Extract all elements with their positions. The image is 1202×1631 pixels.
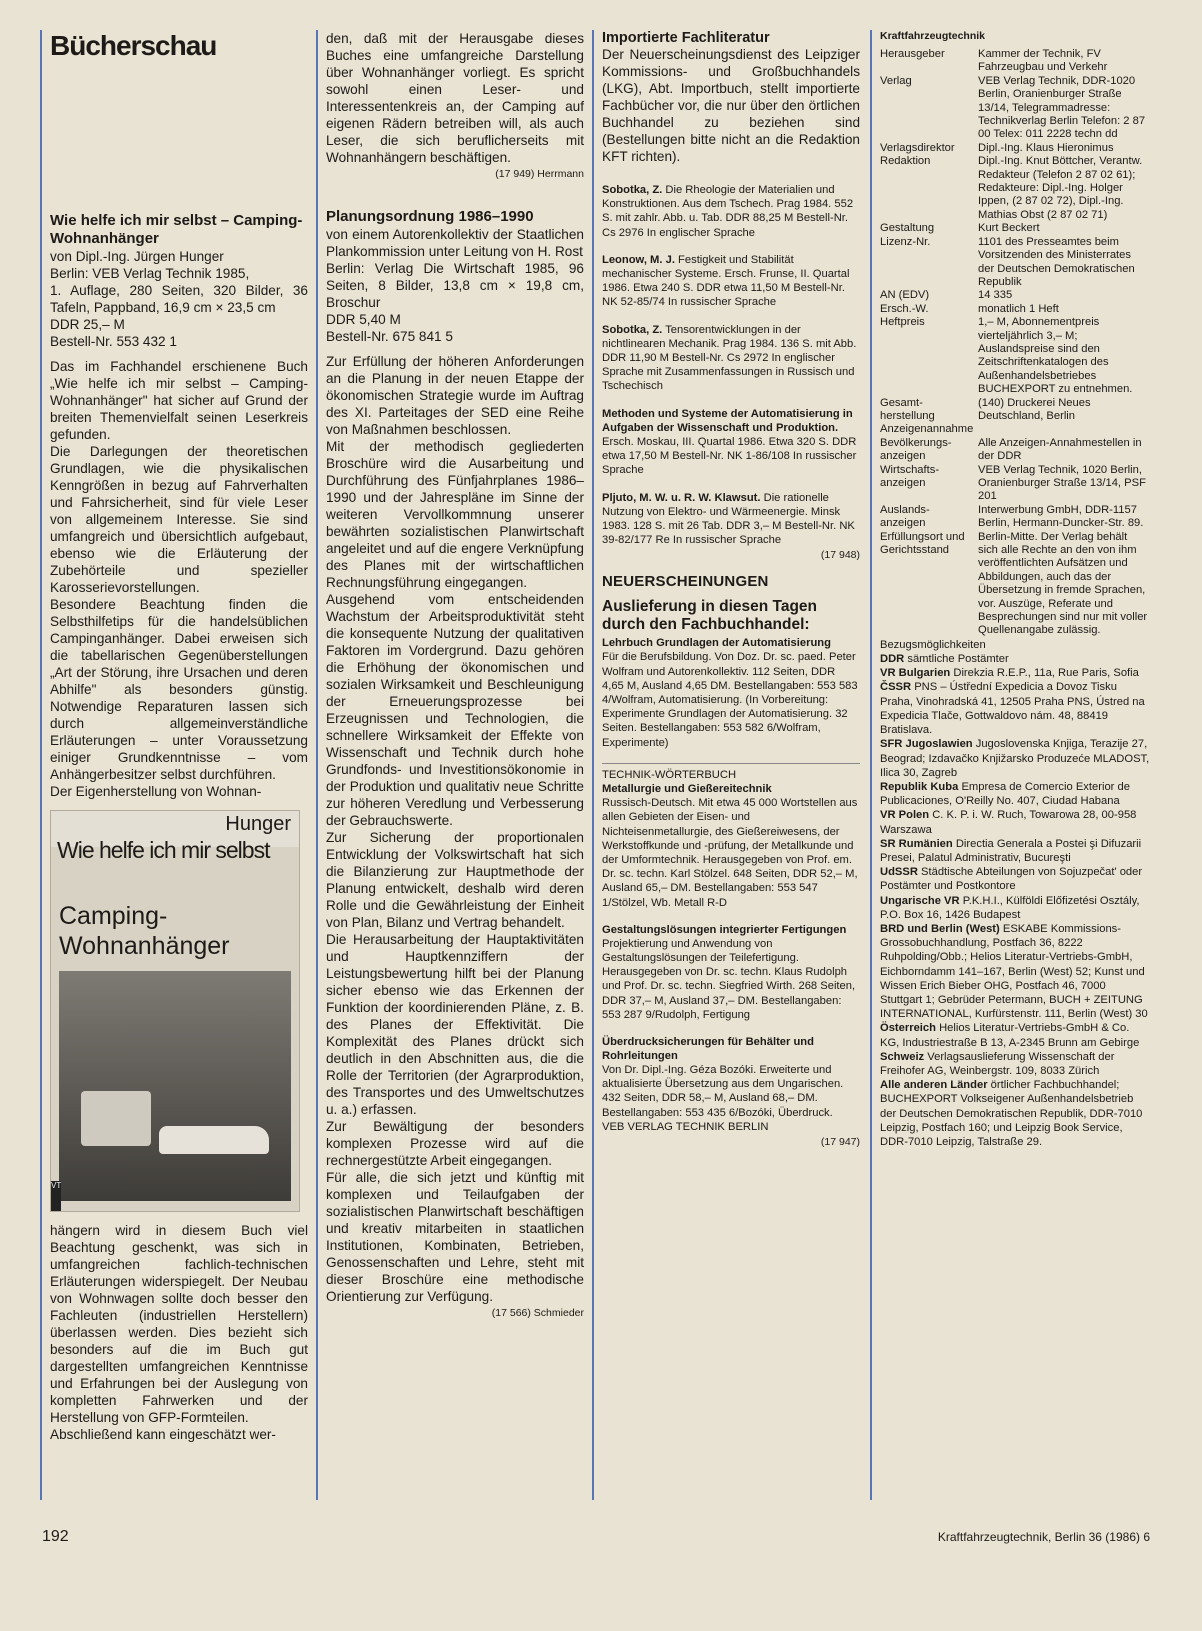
signature: (17 948) <box>820 549 860 562</box>
cover-subtitle <box>59 901 230 961</box>
imprint-key: Lizenz-Nr. <box>880 235 931 248</box>
caravan-shape <box>81 1091 151 1146</box>
book-cover-image <box>50 810 300 1212</box>
distributor: Jugoslovenska Knjiga, Terazije 27, Beograd; Izdavačko Knjižarsko Produzeće MLADOST, Ilica 30, Zagreb <box>880 738 1150 779</box>
paragraph: Das im Fachhandel erschienene Buch „Wie helfe ich mir selbst – Camping-Wohnanhänger" hat sicher auf Grund der breiten Themenvielfalt seinen Leserkreis gefunden. <box>50 359 308 442</box>
table-row <box>880 316 1150 396</box>
column-rule <box>316 30 318 1500</box>
entry-text: Für die Berufsbildung. Von Doz. Dr. sc. paed. Peter Wolfram und Autorenkollektiv. 112 Seiten, DDR 4,65 M, Ausland 4,65 DM. Bestellangaben: 553 583 4/Wolfram, Automatisierung. (In Vorbereitung: Experimente Grundlagen der Automatisierung. 32 Seiten. Bestellangaben: 553 582 6/Wolfram, Experimente) <box>602 651 858 749</box>
country: VR Bulgarien <box>880 667 951 680</box>
cover-subtitle-line: Wohnanhänger <box>59 932 230 960</box>
imprint-key: Erfüllungsort und Gerichtsstand <box>880 530 965 557</box>
subsection-heading: Auslieferung in diesen Tagen durch den Fachbuchhandel: <box>602 598 818 634</box>
list-item <box>880 922 1150 1021</box>
country: VR Polen <box>880 809 930 822</box>
list-item <box>880 865 1150 893</box>
list-item <box>602 1035 860 1120</box>
table-row <box>880 303 1150 316</box>
paragraph: Die Herausarbeitung der Hauptaktivitäten und Hauptkennziffern der Leistungsbewertung hilft bei der Planung sicher ebenso wie das Erkennen der Funktion der koordinierenden Pläne, z. B. des Planes der Effektivität. Die Komplexität des Planes drückt sich deutlich in den Abschnitten aus, die die Rolle der Territorien (der Agrarproduktion, des Transportes und des Umweltschutzes u. a.) erfassen. <box>326 932 584 1117</box>
entry-title: Gestaltungslösungen integrierter Fertigungen <box>602 923 847 936</box>
country: SR Rumänien <box>880 837 953 850</box>
list-item <box>880 780 1150 808</box>
distributor: örtlicher Fachbuchhandel; BUCHEXPORT Volkseigener Außenhandelsbetrieb der Deutschen Demokratischen Republik, DDR-7010 Leipzig, Postfach 160; und Leipzig Book Service, DDR-7010 Leipzig, Talstraße 29. <box>880 1079 1143 1148</box>
book-meta: Berlin: VEB Verlag Technik 1985, <box>50 266 250 281</box>
entry-text: Ersch. Moskau, III. Quartal 1986. Etwa 320 S. DDR etwa 17,50 M Bestell-Nr. NK 1-86/108 In russischer Sprache <box>602 436 857 477</box>
book-title: Wie helfe ich mir selbst – Camping-Wohnanhänger <box>50 212 303 247</box>
list-item <box>880 652 1150 666</box>
signature: (17 566) Schmieder <box>491 1307 584 1319</box>
imprint-key: Wirtschafts-anzeigen <box>880 463 940 489</box>
book-meta: 1. Auflage, 280 Seiten, 320 Bilder, 36 Tafeln, Pappband, 16,9 cm × 23,5 cm <box>50 283 308 315</box>
car-shape <box>159 1126 269 1154</box>
paragraph: den, daß mit der Herausgabe dieses Buches eine umfangreiche Darstellung über Wohnanhänger vorliegt. Es spricht sowohl einen Leser- und Interessentenkreis an, der Camping auf eigenen Rädern betreiben will, als auch Leser, die sich beruflicherseits mit Wohnanhängern beschäftigen. <box>326 31 584 165</box>
paragraph: Ausgehend vom entscheidenden Wachstum der Arbeitsproduktivität steht die konsequente Nutzung der qualitativen Faktoren im Vordergrund. Dazu gehören die Erhöhung der ökonomischen und sozialen Wirksamkeit und Beschleunigung der Erneuerungsprozesse bei Erzeugnissen und Technologien, die schnellere Wirksamkeit der Effekte von Wissenschaft und Technik durch hohe Grundfonds- und Investitionsökonomie in der Produktion und qualitativ neue Schritte zur höheren Veredlung und Verbesserung der Gebrauchswerte. <box>326 592 584 828</box>
column-2 <box>326 30 584 1319</box>
list-item <box>880 1078 1150 1149</box>
list-item <box>880 737 1150 780</box>
entry-label: TECHNIK-WÖRTERBUCH <box>602 768 737 781</box>
entry-author: Sobotka, Z. <box>602 184 663 196</box>
publisher-logo: VT <box>51 1181 61 1211</box>
table-row <box>880 397 1150 424</box>
paragraph: Die Darlegungen der theoretischen Grundlagen, wie die physikalischen Kenngrößen in bezug auf Fahrverhalten und Fahrsicherheit, sind für viele Leser von allgemeinem Interesse. Sie sind umfangreich und übersichtlich aufgebaut, ebenso wie die Erläuterung der Zubehörteile und spezieller Karosserievorstellungen. <box>50 444 308 595</box>
imprint-key: AN (EDV) <box>880 289 930 302</box>
entry-author: Leonow, M. J. <box>602 253 675 266</box>
paragraph: Der Neuerscheinungsdienst des Leipziger Kommissions- und Großbuchhandels (LKG), Abt. Importbuch, stellt importierte Fachbücher vor, die nur über den örtlichen Buchhandel zu beziehen sind (Bestellungen bitte nicht an die Redaktion KFT richten). <box>602 47 860 164</box>
paragraph: hängern wird in diesem Buch viel Beachtung geschenkt, was sich in umfangreichen fachlich-technischen Erläuterungen widerspiegelt. Der Neubau von Wohnwagen sollte doch besser den Fachleuten (industriellen Herstellern) überlassen werden. Dies bezieht sich besonders auf die im Buch gut dargestellten umfangreichen Kenntnisse und Erfahrungen bei der Auslegung von kompletten Fahrwerken und der Herstellung von GFP-Formteilen. <box>50 1223 308 1425</box>
imprint-value: 14 335 <box>978 289 1013 302</box>
imprint-key: Auslands-anzeigen <box>880 503 930 530</box>
distributor: ESKABE Kommissions-Grossobuchhandlung, Postfach 36, 8222 Ruhpolding/Obb.; Helios Literatur-Vertriebs-GmbH, Eichborndamm 141–167, Berlin (West) 52; Kunst und Wissen Erich Bieber OHG, Postfach 46, 7000 Stuttgart 1; Gebrüder Petermann, BUCH + ZEITUNG INTERNATIONAL, Kurfürstenstr. 111, Berlin (West) 30 <box>880 922 1148 1021</box>
imprint-value: (140) Druckerei Neues Deutschland, Berlin <box>978 396 1091 422</box>
distributor: Empresa de Comercio Exterior de Publicaciones, O'Reilly No. 407, Ciudad Habana <box>880 780 1130 808</box>
signature: (17 949) Herrmann <box>495 168 584 180</box>
list-item <box>880 1050 1150 1078</box>
entry-author: Sobotka, Z. <box>602 323 663 336</box>
list-item <box>880 680 1150 737</box>
book-meta: Bestell-Nr. 553 432 1 <box>50 334 177 349</box>
subsection-heading: Bezugsmöglichkeiten <box>880 638 986 651</box>
distributor: Städtische Abteilungen von Sojuzpečat' oder Postämter und Postkontore <box>880 866 1143 893</box>
table-row <box>880 531 1150 638</box>
country: Alle anderen Länder <box>880 1079 988 1092</box>
entry-author: Methoden und Systeme der Automatisierung in Aufgaben der Wissenschaft und Produktion. <box>602 407 853 434</box>
imprint-value: VEB Verlag Technik, DDR-1020 Berlin, Oranienburger Straße 13/14, Telegrammadresse: Technikverlag Berlin Telefon: 2 87 00 Telex: 011 2228 techn dd <box>978 74 1146 141</box>
list-item <box>602 923 860 1022</box>
entry-author: Pljuto, M. W. u. R. W. Klawsut. <box>602 491 761 504</box>
imprint-value: monatlich 1 Heft <box>978 302 1059 315</box>
entry-title: Lehrbuch Grundlagen der Automatisierung <box>602 637 831 650</box>
imprint-table <box>880 48 1150 638</box>
imprint-value: Dipl.-Ing. Knut Böttcher, Verantw. Redakteur (Telefon 2 87 02 61); Redakteure: Dipl.-Ing. Holger Ippen, (2 87 02 72), Dipl.-Ing. Mathias Obst (2 87 02 71) <box>978 155 1143 221</box>
imprint-value: Alle Anzeigen-Annahmestellen in der DDR <box>978 436 1142 463</box>
table-row <box>880 464 1150 504</box>
paragraph: Abschließend kann eingeschätzt wer- <box>50 1427 276 1442</box>
entry-title: Metallurgie und Gießereitechnik <box>602 783 772 796</box>
paragraph: Zur Bewältigung der besonders komplexen Prozesse wird auf die rechnergestützte Arbeit eingegangen. <box>326 1119 584 1168</box>
table-row <box>880 222 1150 235</box>
entry-text: Von Dr. Dipl.-Ing. Géza Bozóki. Erweiterte und aktualisierte Übersetzung aus dem Ungarischen. 432 Seiten, DDR 58,– M, Ausland 68,– DM. Bestellangaben: 553 435 6/Bozóki, Überdruck. <box>602 1063 844 1119</box>
paragraph: Mit der methodisch gegliederten Broschüre wird die Ausarbeitung und Durchführung des Fünfjahrplanes 1986–1990 und der Jahrespläne im Sinne der weiteren Vervollkommnung unserer bewährten sozialistischen Planwirtschaft angeleitet und auf die engere Verknüpfung des Planes mit der wirtschaftlichen Rechnungsführung eingegangen. <box>326 439 584 590</box>
distributor: C. K. P. i. W. Ruch, Towarowa 28, 00-958 Warszawa <box>880 809 1137 836</box>
country: SFR Jugoslawien <box>880 738 973 751</box>
entry-text: Die Rheologie der Materialien und Konstruktionen. Aus dem Tschech. Prag 1984. 552 S. mit zahlr. Abb. u. Tab. DDR 88,25 M Bestell-Nr. Cs 2976 In englischer Sprache <box>602 184 854 239</box>
list-item <box>602 253 860 310</box>
imprint-value: Kammer der Technik, FV Fahrzeugbau und Verkehr <box>978 48 1108 74</box>
table-row <box>880 75 1150 142</box>
imprint-value: 1101 des Presseamtes beim Vorsitzenden des Ministerrates der Deutschen Demokratischen Republik <box>978 235 1135 288</box>
list-item <box>880 808 1150 836</box>
section-heading: Importierte Fachliteratur <box>602 30 770 46</box>
book-meta: von Dipl.-Ing. Jürgen Hunger <box>50 249 224 264</box>
imprint-value: Berlin-Mitte. Der Verlag behält sich alle Rechte an den von ihm veröffentlichten Aufsätzen und Abbildungen, auch das der Übersetzung in fremde Sprachen, vor. Auszüge, Referate und Besprechungen sind nur mit voller Quellenangabe zulässig. <box>978 530 1148 637</box>
country: Österreich <box>880 1022 936 1035</box>
paragraph: Besondere Beachtung finden die Selbsthilfetips für die handelsüblichen Campinganhänger. Dabei erweisen sich die tabellarischen Gegenüberstellungen „Art der Störung, ihre Ursachen und deren Abhilfe" als besonders günstig. Notwendige Reparaturen lassen sich durch allgemeinverständliche Erläuterungen – unter Voraussetzung einiger Grundkenntnisse – vom Anhängerbesitzer selbst durchführen. <box>50 597 308 782</box>
column-rule <box>592 30 594 1500</box>
column-1 <box>50 30 308 1443</box>
publisher: VEB VERLAG TECHNIK BERLIN <box>602 1120 769 1133</box>
paragraph: Der Eigenherstellung von Wohnan- <box>50 784 262 799</box>
cover-photo <box>59 971 291 1201</box>
book-price: DDR 5,40 M <box>326 312 401 327</box>
entry-text: Die rationelle Nutzung von Elektro- und Wärmeenergie. Minsk 1983. 128 S. mit 26 Tab. DDR 3,– M Bestell-Nr. NK 39-82/177 Re In russischer Sprache <box>602 491 855 547</box>
list-item <box>880 894 1150 922</box>
distributor: Direkzia R.E.P., 11a, Rue Paris, Sofia <box>953 667 1139 680</box>
list-item <box>880 1021 1150 1049</box>
country: Schweiz <box>880 1050 925 1063</box>
list-item <box>602 183 860 240</box>
entry-text: Tensorentwicklungen in der nichtlinearen Mechanik. Prag 1984. 136 S. mit Abb. DDR 11,90 M Bestell-Nr. Cs 2972 In englischer Sprache mit Zusammenfassungen in Russisch und Tschechisch <box>602 323 857 393</box>
distributor: Directia Generala a Postei şi Difuzarii Presei, Palatul Administrativ, Bucureşti <box>880 837 1142 864</box>
paragraph: Zur Sicherung der proportionalen Entwicklung der Volkswirtschaft hat sich die Bilanzierung zur Hauptmethode der Planung entwickelt, deshalb wird deren Rolle und die Gewährleistung der Einheit von Plan, Bilanz und Vertrag behandelt. <box>326 830 584 930</box>
table-row <box>880 142 1150 155</box>
imprint-key: Gesamt-herstellung <box>880 396 935 422</box>
table-row <box>880 437 1150 464</box>
book-meta: von einem Autorenkollektiv der Staatlichen Plankommission unter Leitung von H. Rost <box>326 227 584 259</box>
entry-text: Projektierung und Anwendung von Gestaltungslösungen der Teilefertigung. Herausgegeben von Dr. sc. techn. Klaus Rudolph und Prof. Dr. sc. techn. Siegfried Wirth. 268 Seiten, DDR 37,– M, Ausland 37,– DM. Bestellangaben: 553 287 9/Rudolph, Fertigung <box>602 937 856 1021</box>
distributor: Helios Literatur-Vertriebs-GmbH & Co. KG, Industriestraße B 13, A-2345 Brunn am Gebirge <box>880 1022 1140 1049</box>
imprint-key: Verlagsdirektor <box>880 141 955 154</box>
list-item <box>880 666 1150 680</box>
country: UdSSR <box>880 866 918 879</box>
journal-footer: Kraftfahrzeugtechnik, Berlin 36 (1986) 6 <box>937 1530 1150 1544</box>
distributor: sämtliche Postämter <box>907 653 1009 666</box>
distributor: Verlagsauslieferung Wissenschaft der Freihofer AG, Weinbergstr. 109, 8033 Zürich <box>880 1050 1115 1077</box>
cover-subtitle-line: Camping- <box>59 902 168 930</box>
cover-title: Wie helfe ich mir selbst <box>57 837 270 863</box>
table-row <box>880 289 1150 302</box>
imprint-key: Anzeigenannahme <box>880 423 974 436</box>
book-title: Planungsordnung 1986–1990 <box>326 208 534 225</box>
imprint-key: Herausgeber <box>880 48 945 60</box>
cover-author: Hunger <box>225 813 291 835</box>
table-row <box>880 504 1150 531</box>
country: ČSSR <box>880 681 912 694</box>
country: BRD und Berlin (West) <box>880 922 1000 935</box>
list-item <box>602 636 860 749</box>
paragraph: Für alle, die sich jetzt und künftig mit komplexen und Teilaufgaben der sozialistischen Planwirtschaft beschäftigen und kreativ mitarbeiten in staatlichen Institutionen, Kombinaten, Betrieben, Genossenschaften und Lehre, steht mit dieser Broschüre eine methodische Orientierung zur Verfügung. <box>326 1170 584 1304</box>
column-3 <box>602 30 860 1148</box>
distributor: PNS – Ústřední Expedicia a Dovoz Tisku Praha, Vinohradská 41, 12505 Praha PNS, Ústred na Expedicia Tlače, Gottwaldovo nám. 48, 88419 Bratislava. <box>880 681 1145 737</box>
imprint-value: Interwerbung GmbH, DDR-1157 Berlin, Hermann-Duncker-Str. 89. <box>978 503 1144 530</box>
entry-text: Russisch-Deutsch. Mit etwa 45 000 Wortstellen aus allen Gebieten der Eisen- und Nichteisenmetallurgie, des Gießereiwesens, der Werkstoffkunde und -prüfung, der Metallkunde und der Umformtechnik. Herausgegeben von Prof. em. Dr. sc. techn. Karl Stölzel. 648 Seiten, DDR 52,– M, Ausland 65,– DM. Bestellangaben: 553 547 1/Stölzel, Wb. Metall R-D <box>602 797 858 909</box>
imprint-key: Redaktion <box>880 155 931 168</box>
imprint-key: Heftpreis <box>880 316 925 329</box>
book-meta: DDR 25,– M <box>50 317 125 332</box>
distributor: P.K.H.I., Külföldi Előfizetési Osztály, P.O. Box 16, 1426 Budapest <box>880 894 1140 921</box>
table-row <box>880 48 1150 75</box>
table-row <box>880 155 1150 222</box>
imprint-key: Gestaltung <box>880 222 935 235</box>
book-meta: Berlin: Verlag Die Wirtschaft 1985, 96 Seiten, 8 Bilder, 13,8 cm × 19,8 cm, Broschur <box>326 261 584 310</box>
country: Republik Kuba <box>880 780 959 793</box>
imprint-value: 1,– M, Abonnementpreis vierteljährlich 3,– M; Auslandspreise sind den Zeitschriftenkatalogen des Außenhandelsbetriebes BUCHEXPORT zu entnehmen. <box>978 316 1133 396</box>
imprint-key: Ersch.-W. <box>880 302 929 315</box>
imprint-value: Kurt Beckert <box>978 222 1040 235</box>
signature: (17 947) <box>820 1135 860 1148</box>
entry-text: Festigkeit und Stabilität mechanischer Systeme. Ersch. Frunse, II. Quartal 1986. Etwa 240 S. DDR etwa 11,50 M Bestell-Nr. NK 52-85/74 In russischer Sprache <box>602 253 850 309</box>
section-heading: NEUERSCHEINUNGEN <box>602 573 769 591</box>
list-item <box>602 768 860 910</box>
entry-title: Überdrucksicherungen für Behälter und Rohrleitungen <box>602 1035 814 1062</box>
list-item <box>880 837 1150 865</box>
page-number: 192 <box>42 1528 69 1545</box>
book-order-number: Bestell-Nr. 675 841 5 <box>326 329 453 344</box>
list-item <box>602 407 860 478</box>
table-row <box>880 236 1150 290</box>
table-row <box>880 423 1150 436</box>
imprint-key: Bevölkerungs-anzeigen <box>880 436 952 463</box>
list-item <box>602 491 860 548</box>
column-rule <box>870 30 872 1500</box>
country: Ungarische VR <box>880 894 960 907</box>
country: DDR <box>880 653 905 666</box>
list-item <box>602 323 860 394</box>
divider <box>602 763 860 764</box>
imprint-key: Verlag <box>880 74 912 87</box>
column-rule <box>40 30 42 1500</box>
imprint-title: Kraftfahrzeugtechnik <box>880 30 986 42</box>
paragraph: Zur Erfüllung der höheren Anforderungen an die Planung in der neuen Etappe der ökonomischen Strategie wurde im Auftrag des XI. Parteitages der SED eine Reihe von Maßnahmen beschlossen. <box>326 354 584 437</box>
imprint-value: Dipl.-Ing. Klaus Hieronimus <box>978 141 1114 154</box>
section-title: Bücherschau <box>50 30 217 61</box>
column-4 <box>880 30 1150 1149</box>
imprint-value: VEB Verlag Technik, 1020 Berlin, Oranienburger Straße 13/14, PSF 201 <box>978 463 1146 503</box>
